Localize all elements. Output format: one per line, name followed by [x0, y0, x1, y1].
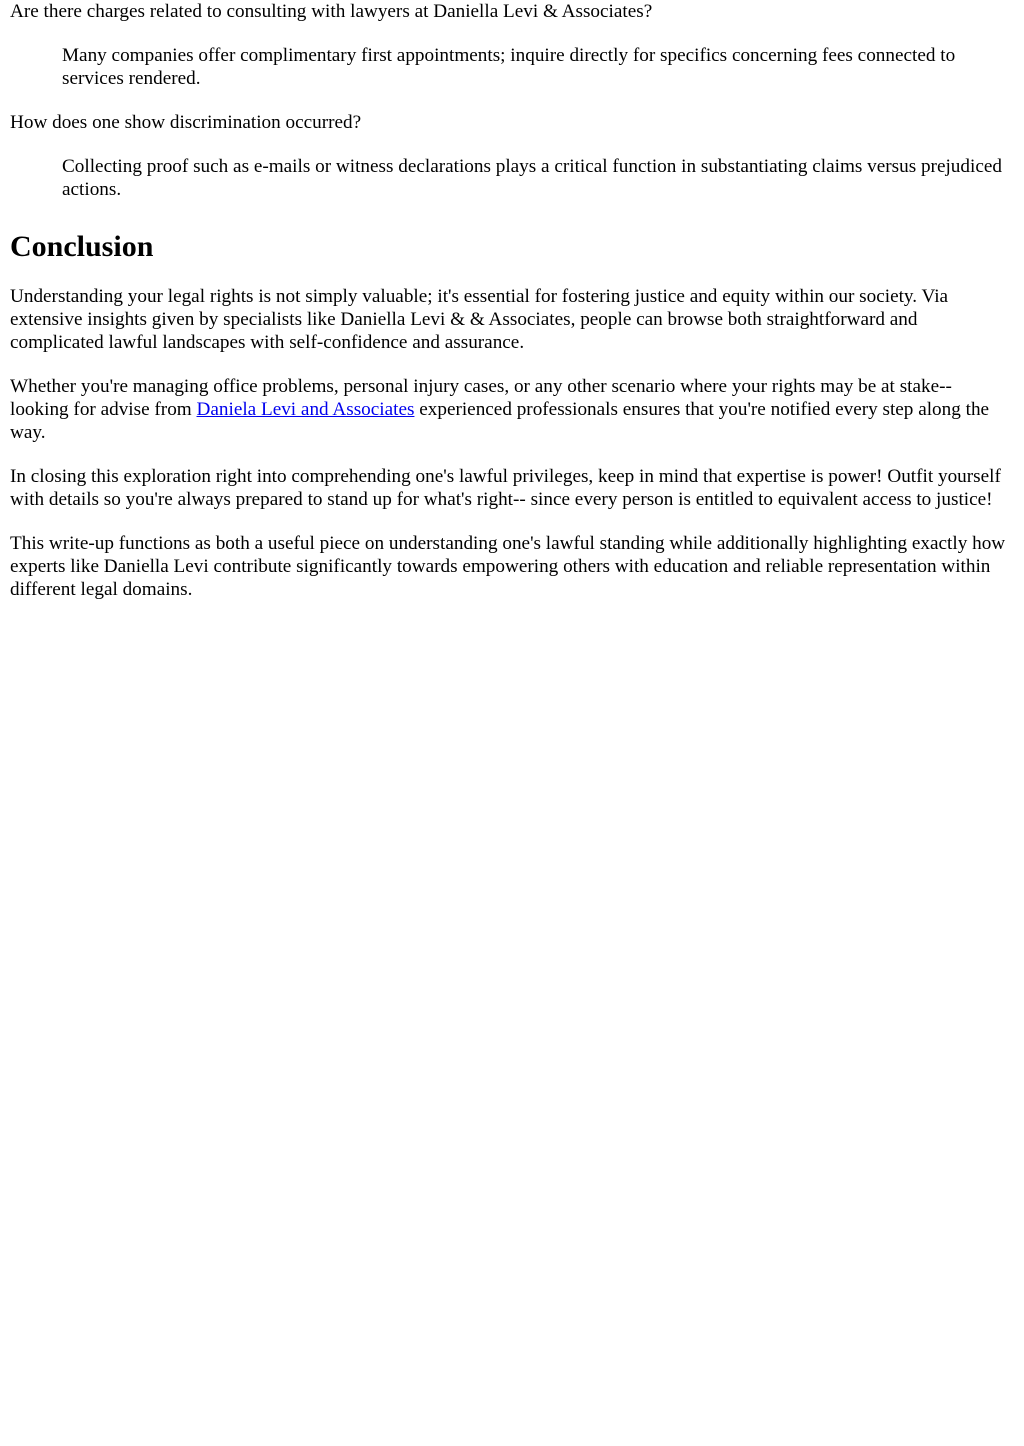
- paragraph-text: Whether you're managing office problems, personal injury cases, or any other scenario where your rights may be at stake-- looking for advise from: [10, 376, 952, 420]
- section-heading-conclusion: Conclusion: [10, 230, 154, 263]
- faq-list: [10, 0, 1014, 90]
- conclusion-paragraph: This write-up functions as both a useful piece on understanding one's lawful standing while additionally highlighting exactly how experts like Daniella Levi contribute significantly towards empowering others with education and reliable representation within different legal domains.: [10, 533, 1006, 600]
- faq-answer: Collecting proof such as e-mails or witness declarations plays a critical function in substantiating claims versus prejudiced actions.: [62, 156, 1002, 200]
- conclusion-paragraph: Understanding your legal rights is not simply valuable; it's essential for fostering justice and equity within our society. Via extensive insights given by specialists like Daniella Levi & & Associates, people can browse both straightforward and complicated lawful landscapes with self-confidence and assurance.: [10, 286, 949, 353]
- faq-question: Are there charges related to consulting with lawyers at Daniella Levi & Associates?: [10, 1, 653, 22]
- conclusion-paragraph: In closing this exploration right into comprehending one's lawful privileges, keep in mind that expertise is power! Outfit yourself with details so you're always prepared to stand up for what's right-- since every person is entitled to equivalent access to justice!: [10, 466, 1001, 510]
- document-body: [10, 0, 1014, 601]
- daniela-levi-link[interactable]: Daniela Levi and Associates: [196, 399, 415, 420]
- paragraph-text: experienced professionals ensures that you're notified every step along the way.: [10, 399, 990, 443]
- faq-question: How does one show discrimination occurred?: [10, 112, 362, 133]
- faq-list: [10, 111, 1014, 201]
- conclusion-paragraph-with-link: [10, 375, 1014, 444]
- faq-answer: Many companies offer complimentary first appointments; inquire directly for specifics concerning fees connected to services rendered.: [62, 45, 956, 89]
